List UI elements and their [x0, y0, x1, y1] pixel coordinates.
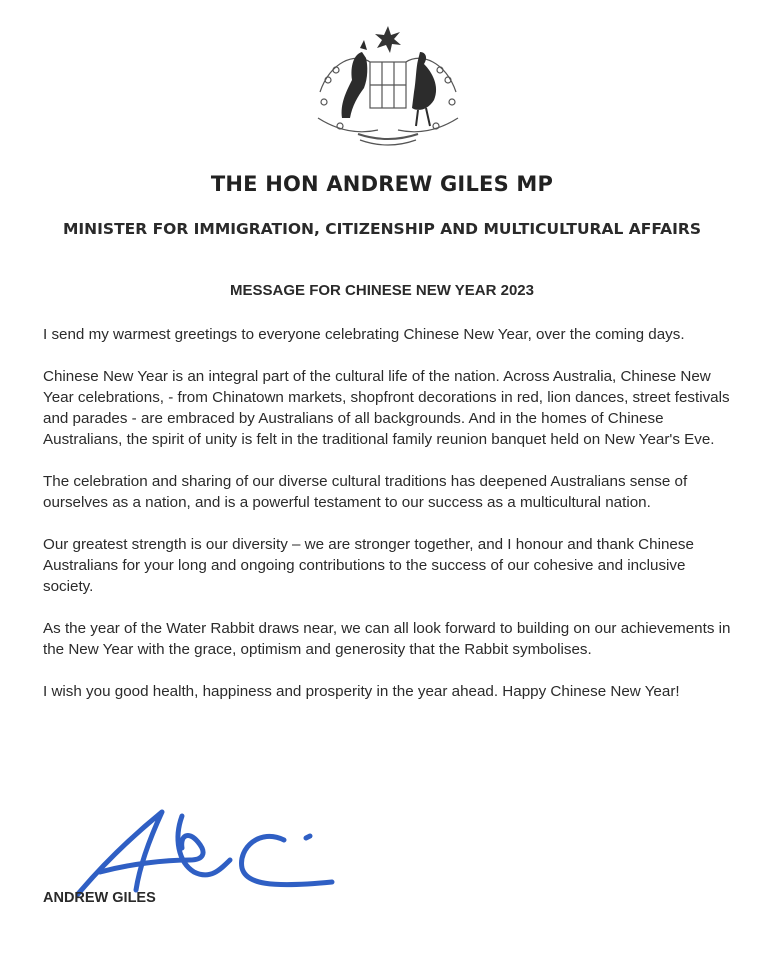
message-body — [43, 324, 733, 723]
paragraph: Chinese New Year is an integral part of the cultural life of the nation. Across Australia, Chinese New Year celebrations, - from Chinatown markets, shopfront decorations in red, lion dances, street festivals and parades - are embraced by Australians of all backgrounds. And in the homes of Chinese Australians, the spirit of unity is felt in the traditional family reunion banquet held on New Year's Eve. — [43, 368, 730, 448]
message-subject-heading: MESSAGE FOR CHINESE NEW YEAR 2023 — [230, 282, 534, 299]
paragraph: I send my warmest greetings to everyone celebrating Chinese New Year, over the coming days. — [43, 326, 685, 343]
coat-of-arms-icon — [300, 22, 476, 156]
portfolio-heading: MINISTER FOR IMMIGRATION, CITIZENSHIP AND MULTICULTURAL AFFAIRS — [62, 220, 701, 238]
signer-name: ANDREW GILES — [43, 890, 156, 906]
paragraph: As the year of the Water Rabbit draws near, we can all look forward to building on our achievements in the New Year with the grace, optimism and generosity that the Rabbit symbolises. — [43, 620, 731, 658]
paragraph: The celebration and sharing of our diverse cultural traditions has deepened Australians sense of ourselves as a nation, and is a powerful testament to our success as a multicultural nation. — [43, 473, 688, 511]
paragraph: I wish you good health, happiness and prosperity in the year ahead. Happy Chinese New Year! — [43, 683, 680, 700]
paragraph: Our greatest strength is our diversity – we are stronger together, and I honour and thank Chinese Australians for your long and ongoing contributions to the success of our cohesive and inclusive society. — [43, 536, 694, 595]
minister-name-heading: THE HON ANDREW GILES MP — [210, 172, 554, 196]
